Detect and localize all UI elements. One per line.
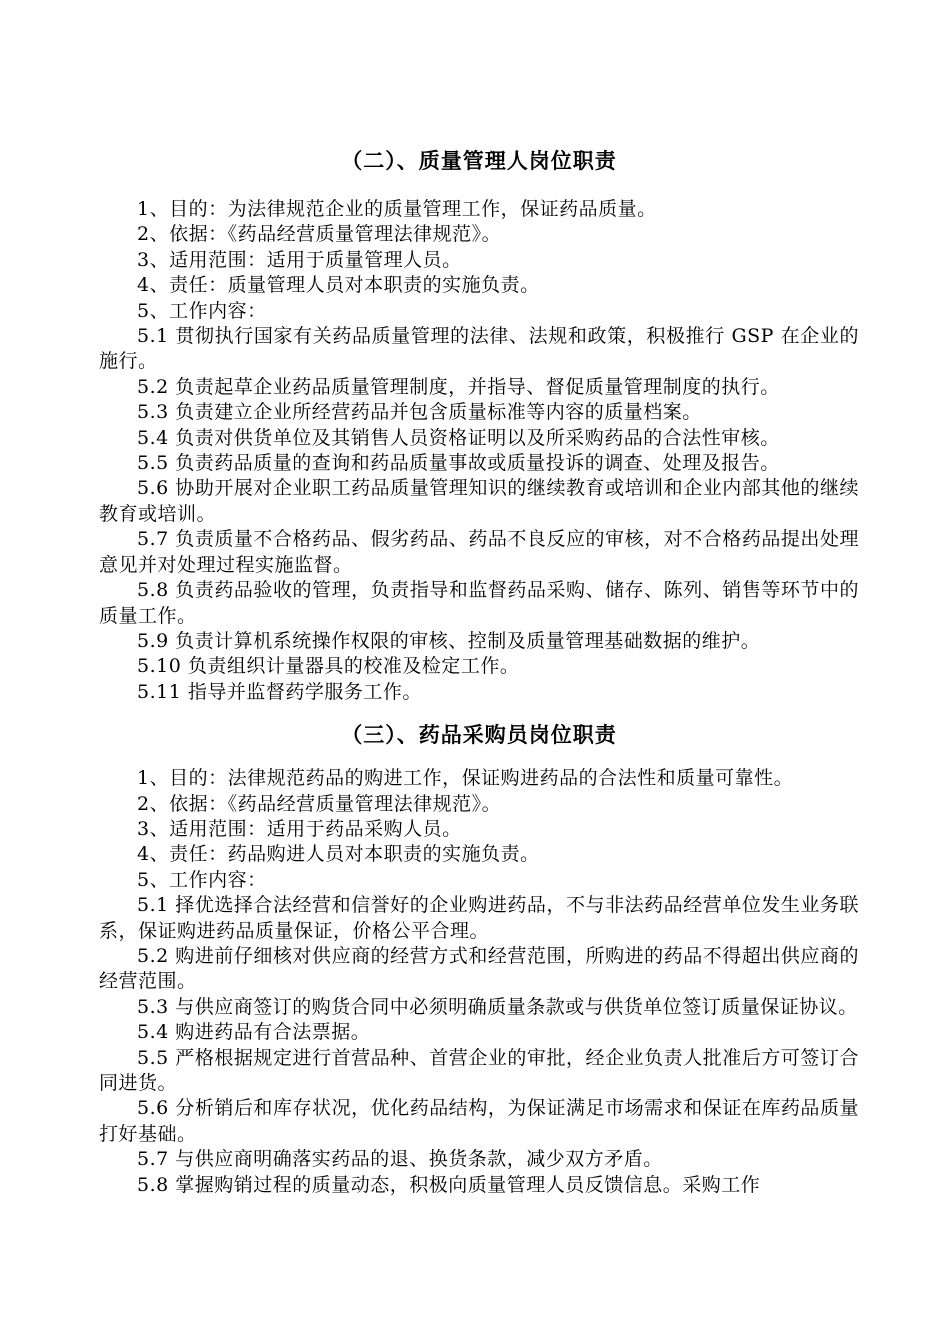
s3-paragraph-3: 3、适用范围：适用于药品采购人员。	[137, 817, 462, 840]
s2-paragraph-5-6: 5.6 协助开展对企业职工药品质量管理知识的继续教育或培训和企业内部其他的继续教育或培训。	[99, 477, 859, 525]
s3-paragraph-5-3: 5.3 与供应商签订的购货合同中必须明确质量条款或与供货单位签订质量保证协议。	[137, 995, 858, 1018]
s2-paragraph-1: 1、目的：为法律规范企业的质量管理工作，保证药品质量。	[137, 198, 657, 220]
s2-paragraph-4: 4、责任：质量管理人员对本职责的实施负责。	[137, 274, 540, 297]
section-3-heading: （三）、药品采购员岗位职责	[341, 723, 617, 748]
s2-paragraph-5-3: 5.3 负责建立企业所经营药品并包含质量标准等内容的质量档案。	[137, 401, 702, 424]
s2-paragraph-2: 2、依据：《药品经营质量管理法律规范》。	[137, 223, 502, 246]
s2-paragraph-5: 5、工作内容：	[137, 299, 267, 322]
s3-paragraph-4: 4、责任：药品购进人员对本职责的实施负责。	[137, 843, 540, 866]
s3-paragraph-1: 1、目的：法律规范药品的购进工作，保证购进药品的合法性和质量可靠性。	[137, 767, 794, 790]
s2-paragraph-5-4: 5.4 负责对供货单位及其销售人员资格证明以及所采购药品的合法性审核。	[137, 426, 780, 449]
s3-paragraph-5-5: 5.5 严格根据规定进行首营品种、首营企业的审批，经企业负责人批准后方可签订合同进货。	[99, 1046, 859, 1094]
s3-paragraph-5-1: 5.1 择优选择合法经营和信誉好的企业购进药品，不与非法药品经营单位发生业务联系，保证购进药品质量保证，价格公平合理。	[99, 894, 859, 942]
s3-paragraph-5-7: 5.7 与供应商明确落实药品的退、换货条款，减少双方矛盾。	[137, 1148, 663, 1171]
section-3-body	[99, 766, 859, 1198]
s2-paragraph-5-5: 5.5 负责药品质量的查询和药品质量事故或质量投诉的调查、处理及报告。	[137, 452, 780, 475]
s3-paragraph-5-2: 5.2 购进前仔细核对供应商的经营方式和经营范围，所购进的药品不得超出供应商的经营范围。	[99, 944, 859, 993]
s2-paragraph-5-9: 5.9 负责计算机系统操作权限的审核、控制及质量管理基础数据的维护。	[137, 629, 761, 652]
s2-paragraph-5-11: 5.11 指导并监督药学服务工作。	[137, 680, 422, 703]
s2-paragraph-3: 3、适用范围：适用于质量管理人员。	[137, 248, 462, 271]
s2-paragraph-5-2: 5.2 负责起草企业药品质量管理制度，并指导、督促质量管理制度的执行。	[137, 375, 780, 398]
s3-paragraph-5: 5、工作内容：	[137, 868, 267, 891]
s2-paragraph-5-10: 5.10 负责组织计量器具的校准及检定工作。	[137, 655, 520, 678]
s3-paragraph-5-6: 5.6 分析销后和库存状况，优化药品结构，为保证满足市场需求和保证在库药品质量打好基础。	[99, 1097, 859, 1145]
s2-paragraph-5-8: 5.8 负责药品验收的管理，负责指导和监督药品采购、储存、陈列、销售等环节中的质量工作。	[99, 579, 859, 627]
section-2-body	[99, 197, 859, 705]
s2-paragraph-5-1: 5.1 贯彻执行国家有关药品质量管理的法律、法规和政策，积极推行 GSP 在企业的施行。	[99, 325, 859, 373]
s3-paragraph-5-4: 5.4 购进药品有合法票据。	[137, 1021, 371, 1044]
section-2-heading: （二）、质量管理人岗位职责	[341, 149, 617, 173]
document-page	[99, 145, 859, 1198]
s2-paragraph-5-7: 5.7 负责质量不合格药品、假劣药品、药品不良反应的审核，对不合格药品提出处理意见并对处理过程实施监督。	[99, 528, 859, 576]
s3-paragraph-2: 2、依据：《药品经营质量管理法律规范》。	[137, 792, 502, 815]
s3-paragraph-5-8: 5.8 掌握购销过程的质量动态，积极向质量管理人员反馈信息。采购工作	[137, 1173, 761, 1196]
